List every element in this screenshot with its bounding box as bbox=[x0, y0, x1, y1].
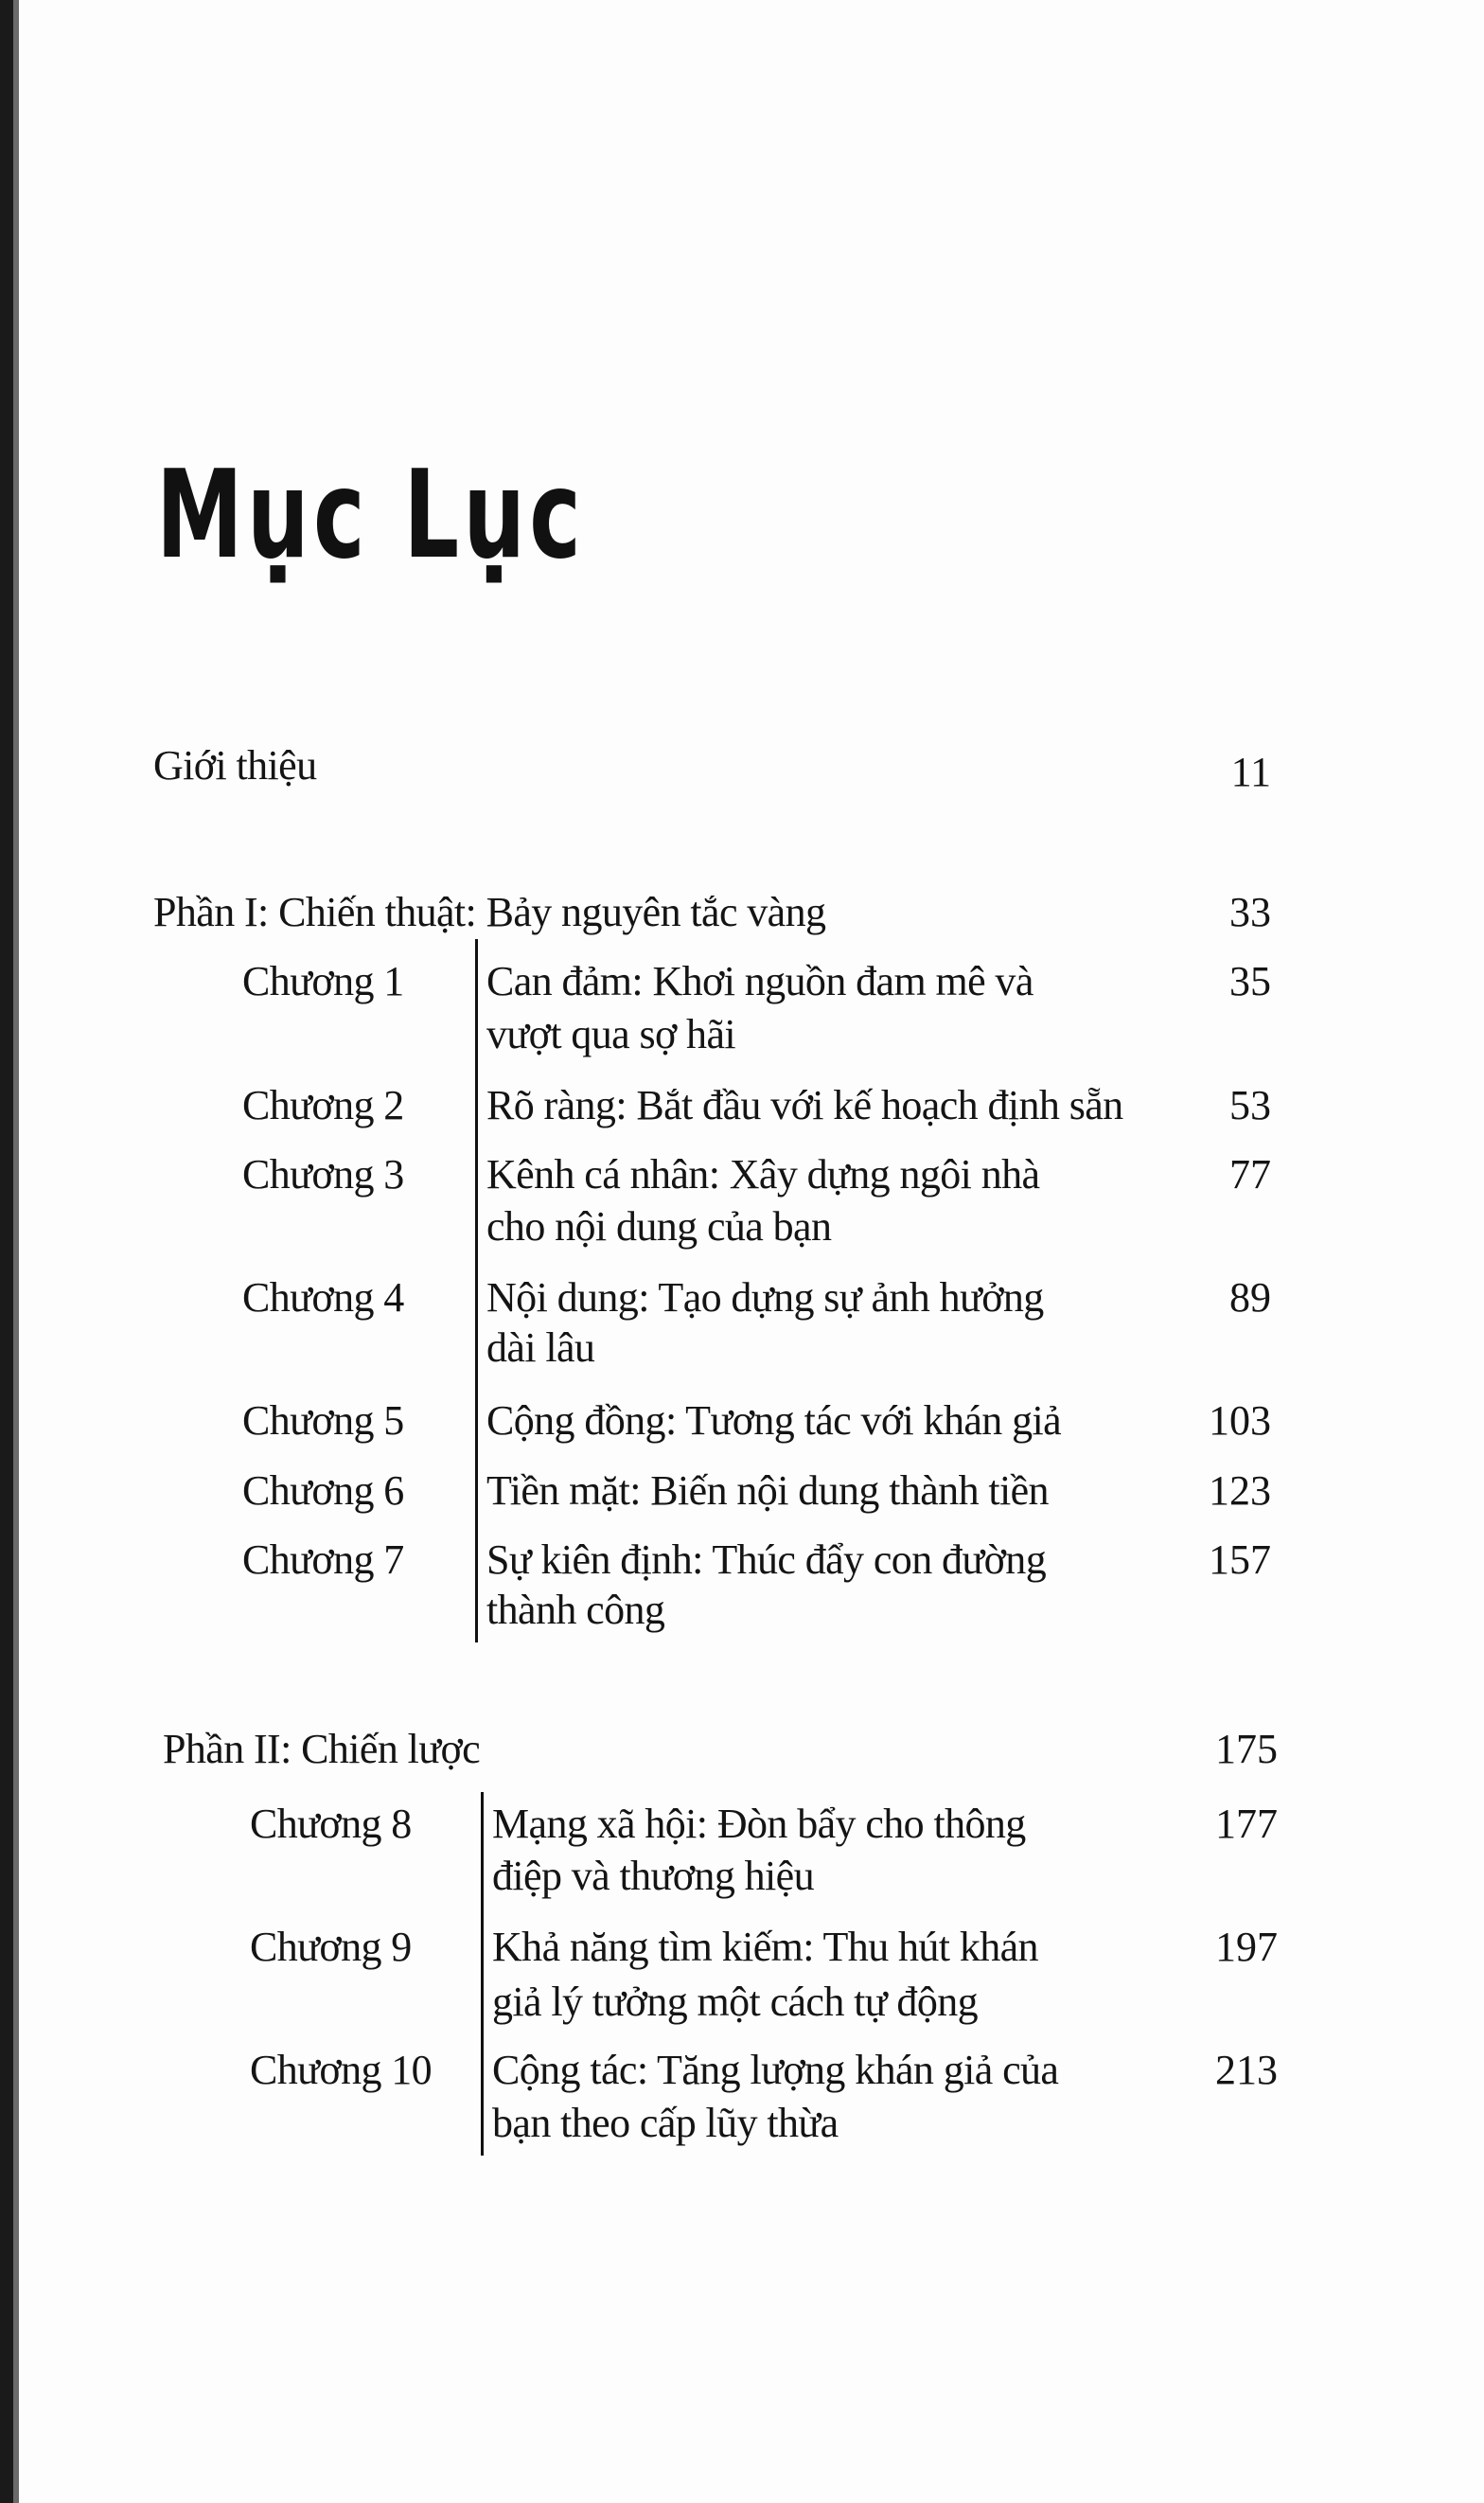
toc-chapter-title: Mạng xã hội: Đòn bẩy cho thông bbox=[492, 1801, 1026, 1847]
toc-chapter-title: bạn theo cấp lũy thừa bbox=[492, 2100, 839, 2146]
toc-chapter-label: Chương 4 bbox=[242, 1274, 404, 1321]
toc-chapter-title: Cộng đồng: Tương tác với khán giả bbox=[486, 1397, 1062, 1444]
toc-chapter-page: 177 bbox=[1215, 1801, 1278, 1847]
toc-chapter-label: Chương 8 bbox=[250, 1801, 412, 1847]
toc-chapter-page: 197 bbox=[1215, 1924, 1278, 1970]
toc-chapter-page: 103 bbox=[1209, 1397, 1271, 1444]
toc-chapter-label: Chương 5 bbox=[242, 1397, 404, 1444]
toc-chapter-title: Tiền mặt: Biến nội dung thành tiền bbox=[486, 1467, 1049, 1514]
toc-chapter-title: Cộng tác: Tăng lượng khán giả của bbox=[492, 2047, 1059, 2093]
toc-chapter-title: cho nội dung của bạn bbox=[486, 1203, 832, 1250]
toc-chapter-title: Nội dung: Tạo dựng sự ảnh hưởng bbox=[486, 1274, 1044, 1321]
toc-intro-label: Giới thiệu bbox=[153, 742, 317, 789]
toc-part-page: 33 bbox=[1229, 889, 1271, 935]
toc-chapter-label: Chương 7 bbox=[242, 1536, 404, 1583]
toc-chapter-title: Can đảm: Khơi nguồn đam mê và bbox=[486, 958, 1034, 1004]
toc-part-page: 175 bbox=[1215, 1726, 1278, 1772]
page-edge-shadow bbox=[0, 0, 13, 2503]
toc-chapter-title: Kênh cá nhân: Xây dựng ngôi nhà bbox=[486, 1151, 1040, 1198]
toc-chapter-title: thành công bbox=[486, 1587, 665, 1633]
toc-part-label: Phần I: Chiến thuật: Bảy nguyên tắc vàng bbox=[153, 889, 826, 935]
toc-chapter-page: 77 bbox=[1229, 1151, 1271, 1198]
toc-part-label: Phần II: Chiến lược bbox=[163, 1726, 481, 1772]
page-title: Mục Lục bbox=[156, 445, 586, 586]
toc-divider-line bbox=[475, 939, 478, 1642]
toc-chapter-page: 35 bbox=[1229, 958, 1271, 1004]
toc-chapter-label: Chương 10 bbox=[250, 2047, 433, 2093]
toc-chapter-title: Rõ ràng: Bắt đầu với kế hoạch định sẵn bbox=[486, 1082, 1123, 1128]
toc-chapter-title: dài lâu bbox=[486, 1324, 595, 1371]
toc-chapter-title: vượt qua sợ hãi bbox=[486, 1011, 736, 1057]
toc-chapter-title: giả lý tưởng một cách tự động bbox=[492, 1979, 979, 2025]
page-edge-shadow-inner bbox=[13, 0, 19, 2503]
toc-chapter-page: 53 bbox=[1229, 1082, 1271, 1128]
toc-chapter-title: Khả năng tìm kiếm: Thu hút khán bbox=[492, 1924, 1038, 1970]
toc-chapter-label: Chương 2 bbox=[242, 1082, 404, 1128]
toc-divider-line bbox=[481, 1792, 484, 2156]
toc-chapter-label: Chương 9 bbox=[250, 1924, 412, 1970]
toc-chapter-page: 157 bbox=[1209, 1536, 1271, 1583]
toc-chapter-page: 89 bbox=[1229, 1274, 1271, 1321]
toc-intro-page: 11 bbox=[1230, 749, 1271, 795]
toc-chapter-page: 213 bbox=[1215, 2047, 1278, 2093]
toc-chapter-label: Chương 3 bbox=[242, 1151, 404, 1198]
toc-chapter-label: Chương 6 bbox=[242, 1467, 404, 1514]
toc-chapter-title: điệp và thương hiệu bbox=[492, 1853, 814, 1899]
toc-chapter-page: 123 bbox=[1209, 1467, 1271, 1514]
toc-chapter-title: Sự kiên định: Thúc đẩy con đường bbox=[486, 1536, 1047, 1583]
toc-chapter-label: Chương 1 bbox=[242, 958, 404, 1004]
